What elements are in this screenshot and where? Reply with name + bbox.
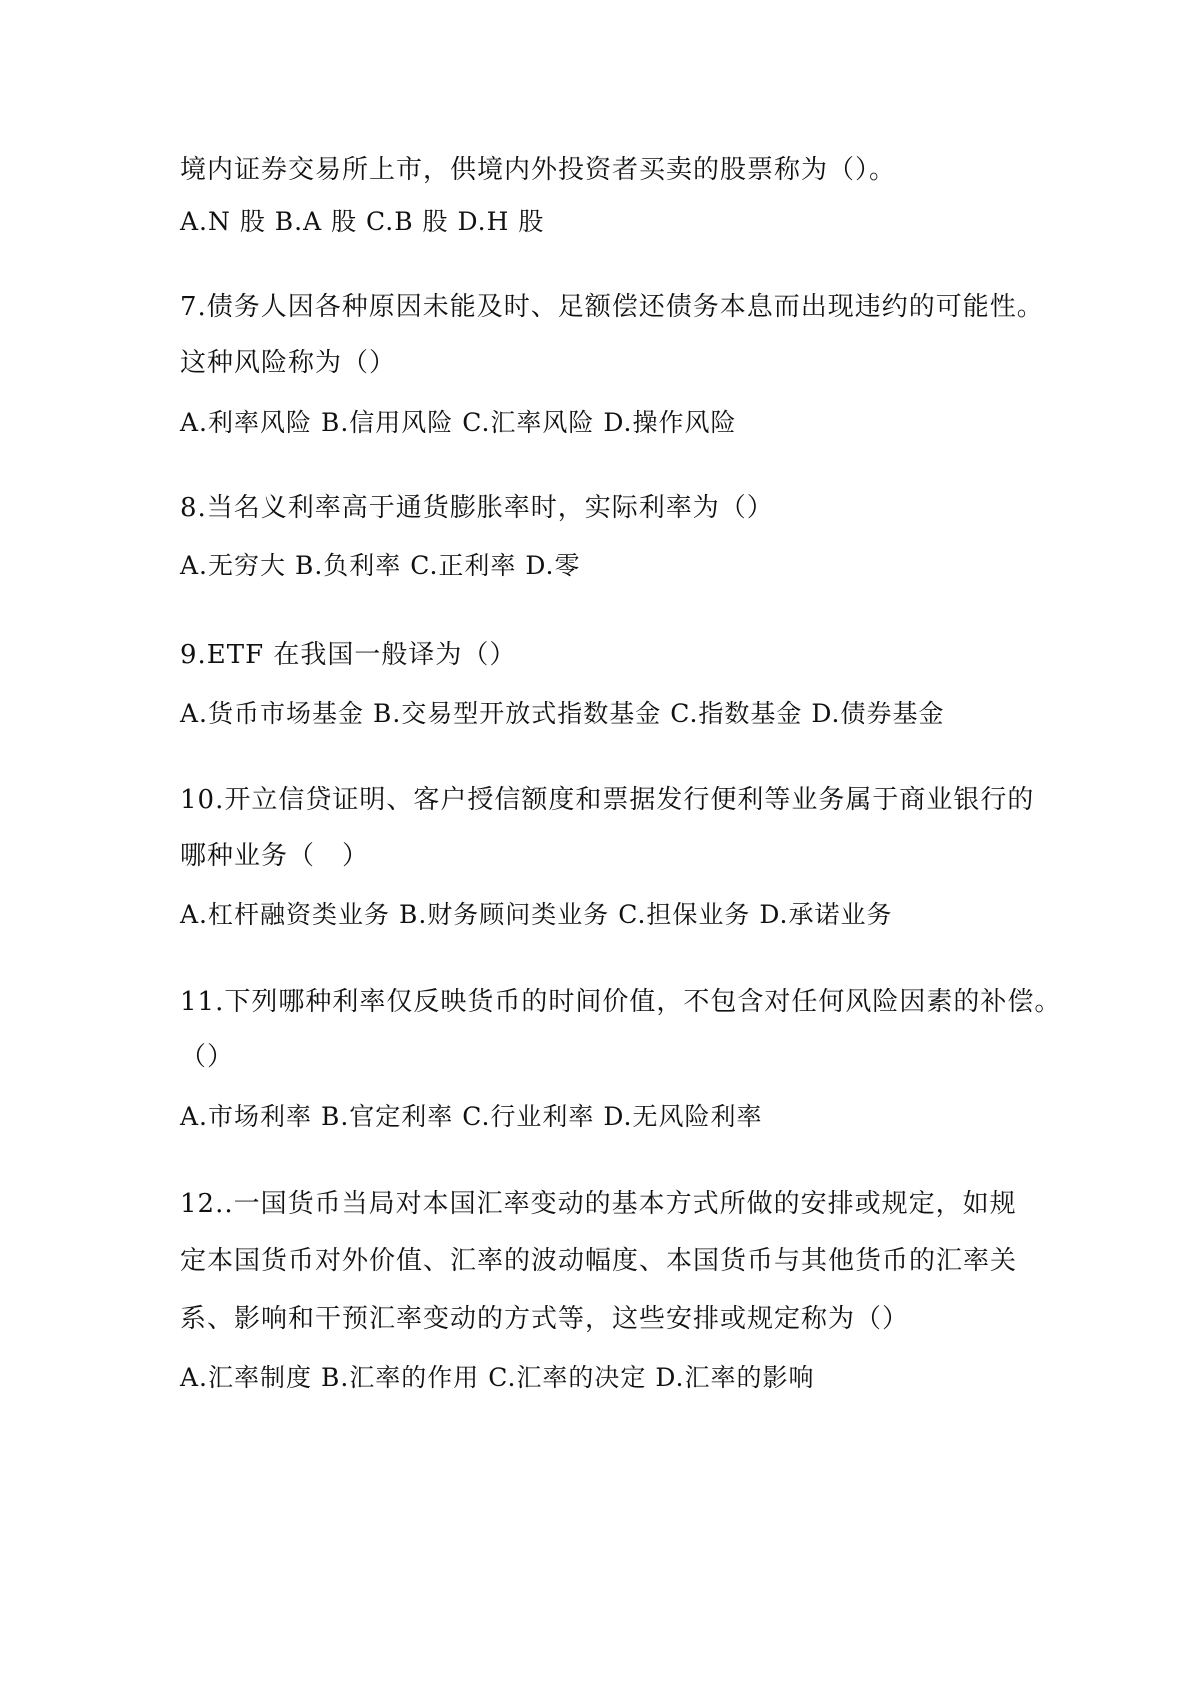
- question-11-text-cont: （）: [180, 1042, 235, 1072]
- question-6-options: A.N 股 B.A 股 C.B 股 D.H 股: [180, 207, 545, 236]
- question-7-text: 7.债务人因各种原因未能及时、足额偿还债务本息而出现违约的可能性。: [180, 292, 1044, 322]
- question-9-text: 9.ETF 在我国一般译为（）: [180, 640, 517, 670]
- question-10-text-cont: 哪种业务（ ）: [180, 841, 370, 871]
- question-12-text-cont-2: 系、影响和干预汇率变动的方式等，这些安排或规定称为（）: [180, 1304, 910, 1334]
- question-8-text: 8.当名义利率高于通货膨胀率时，实际利率为（）: [180, 493, 774, 523]
- question-12-options: A.汇率制度 B.汇率的作用 C.汇率的决定 D.汇率的影响: [180, 1363, 815, 1392]
- question-9-options: A.货币市场基金 B.交易型开放式指数基金 C.指数基金 D.债券基金: [180, 699, 945, 728]
- question-8-options: A.无穷大 B.负利率 C.正利率 D.零: [180, 551, 581, 580]
- question-12-text-cont: 定本国货币对外价值、汇率的波动幅度、本国货币与其他货币的汇率关: [180, 1246, 1018, 1276]
- question-10-text: 10.开立信贷证明、客户授信额度和票据发行便利等业务属于商业银行的: [180, 785, 1035, 815]
- question-11-options: A.市场利率 B.官定利率 C.行业利率 D.无风险利率: [180, 1102, 763, 1131]
- question-12-text: 12..一国货币当局对本国汇率变动的基本方式所做的安排或规定，如规: [180, 1189, 1017, 1219]
- question-10-options: A.杠杆融资类业务 B.财务顾问类业务 C.担保业务 D.承诺业务: [180, 900, 893, 929]
- question-7-text-cont: 这种风险称为（）: [180, 348, 397, 378]
- question-11-text: 11.下列哪种利率仅反映货币的时间价值，不包含对任何风险因素的补偿。: [180, 987, 1062, 1017]
- question-6-text-tail: 境内证券交易所上市，供境内外投资者买卖的股票称为（）。: [180, 155, 897, 185]
- question-7-options: A.利率风险 B.信用风险 C.汇率风险 D.操作风险: [180, 408, 737, 437]
